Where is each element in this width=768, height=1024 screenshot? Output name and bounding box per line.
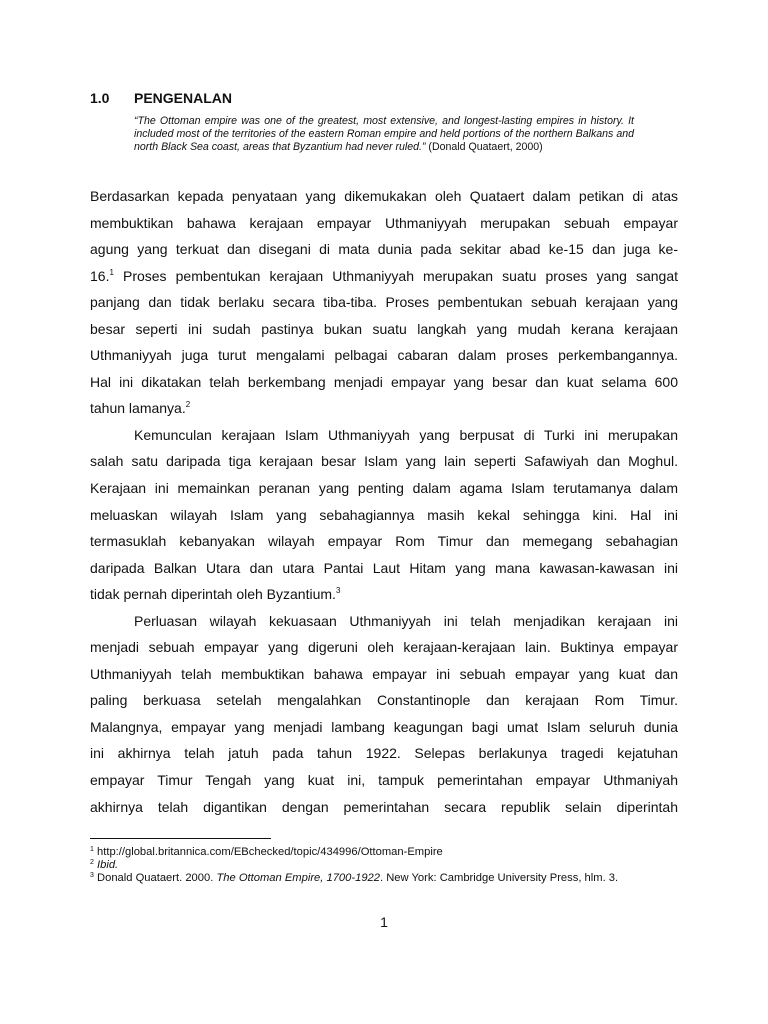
body-line: Berdasarkan kepada penyataan yang dikemukakan oleh Quataert dalam petikan di atas — [90, 188, 678, 204]
body-line: panjang dan tidak berlaku secara tiba-tiba. Proses pembentukan sebuah kerajaan yang — [90, 294, 678, 311]
quote-citation: (Donald Quataert, 2000) — [425, 141, 543, 154]
body-line: tidak pernah diperintah oleh Byzantium.$^3$ — [90, 586, 341, 603]
body-line: Malangnya, empayar yang menjadi lambang keagungan bagi umat Islam seluruh dunia — [90, 718, 678, 735]
block-quote — [134, 115, 634, 155]
body-line: akhirnya telah digantikan dengan pemerintahan secara republik selain diperintah — [90, 798, 678, 815]
section-title: PENGENALAN — [134, 90, 233, 106]
body-line: Perluasan wilayah kekuasaan Uthmaniyyah ini telah menjadikan kerajaan ini — [134, 612, 678, 629]
page-number: 1 — [380, 914, 388, 930]
body-line: meluaskan wilayah Islam yang sebahagiannya masih kekal sehingga kini. Hal ini — [90, 506, 678, 523]
body-line: ini akhirnya telah jatuh pada tahun 1922. Selepas berlakunya tragedi kejatuhan — [90, 745, 678, 762]
footnote-ref: 2 — [185, 400, 191, 410]
body-line: 16.$^1$ Proses pembentukan kerajaan Uthmaniyyah merupakan suatu proses yang sangat — [90, 267, 678, 284]
footnote-separator — [90, 838, 271, 839]
section-number: 1.0 — [90, 90, 110, 106]
body-line: termasuklah kebanyakan wilayah empayar Rom Timur dan memegang sebahagian — [90, 533, 678, 550]
body-text — [90, 183, 678, 820]
footnote-3: $^3$ Donald Quataert. 2000. The Ottoman Empire, 1700-1922. New York: Cambridge University Press, hlm. 3. — [90, 872, 619, 885]
body-line: Uthmaniyyah telah membuktikan bahawa empayar ini sebuah empayar yang kuat dan — [90, 665, 678, 682]
body-line: Kemunculan kerajaan Islam Uthmaniyyah yang berpusat di Turki ini merupakan — [134, 426, 678, 443]
body-line: tahun lamanya.$^2$ — [90, 400, 191, 417]
body-line: besar seperti ini sudah pastinya bukan suatu langkah yang mudah kerana kerajaan — [90, 320, 678, 337]
footnote-ref: 1 — [109, 267, 114, 277]
body-line: Hal ini dikatakan telah berkembang menjadi empayar yang besar dan kuat selama 600 — [90, 373, 678, 390]
footnote-1: $^1$ http://global.britannica.com/EBchecked/topic/434996/Ottoman-Empire — [90, 846, 443, 858]
body-line: membuktikan bahawa kerajaan empayar Uthmaniyyah merupakan sebuah empayar — [90, 214, 678, 231]
body-line: agung yang terkuat dan disegani di mata dunia pada sekitar abad ke-15 dan juga ke- — [90, 241, 678, 258]
body-line: Kerajaan ini memainkan peranan yang penting dalam agama Islam terutamanya dalam — [90, 480, 678, 497]
body-line: paling berkuasa setelah mengalahkan Constantinople dan kerajaan Rom Timur. — [90, 692, 678, 709]
section-heading — [90, 90, 232, 106]
body-line: Uthmaniyyah juga turut mengalami pelbagai cabaran dalam proses perkembangannya. — [90, 347, 678, 364]
body-line: daripada Balkan Utara dan utara Pantai Laut Hitam yang mana kawasan-kawasan ini — [90, 559, 678, 576]
body-line: menjadi sebuah empayar yang digeruni oleh kerajaan-kerajaan lain. Buktinya empayar — [90, 639, 678, 656]
body-line: salah satu daripada tiga kerajaan besar Islam yang lain seperti Safawiyah dan Moghul. — [90, 453, 678, 470]
quote-text: “The Ottoman empire was one of the greatest, most extensive, and longest-lasting empires in history. It included most of the territories of the eastern Roman empire and held portions of the northern Balkans and north Black Sea coast, areas that Byzantium had never ruled.” — [134, 115, 634, 154]
body-line: empayar Timur Tengah yang kuat ini, tampuk pemerintahan empayar Uthmaniyah — [90, 772, 678, 789]
footnote-link[interactable]: http://global.britannica.com/EBchecked/topic/434996/Ottoman-Empire — [93, 846, 443, 858]
footnotes — [90, 846, 678, 886]
footnote-2: $^2$ Ibid. — [90, 859, 119, 872]
footnote-ref: 3 — [335, 586, 341, 596]
